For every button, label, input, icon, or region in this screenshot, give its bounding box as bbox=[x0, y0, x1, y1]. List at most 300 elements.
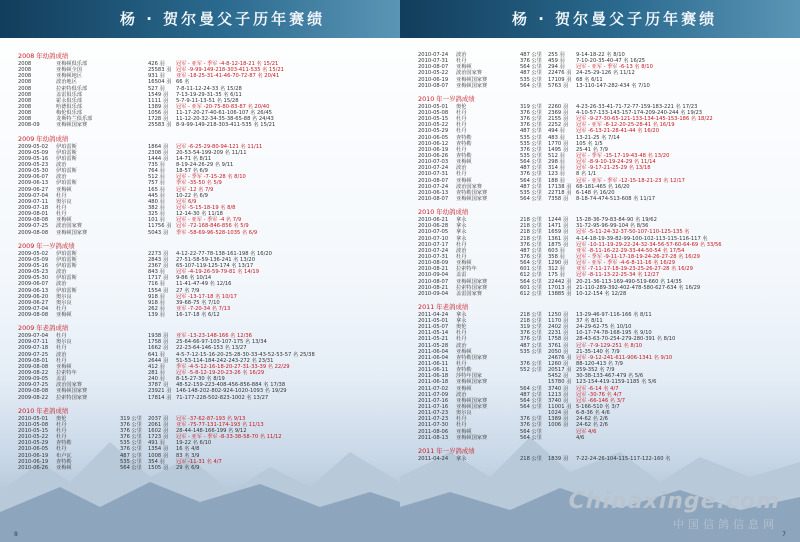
placings: 105 名 1/5 bbox=[576, 140, 603, 147]
bird-count: 2252 羽 bbox=[548, 122, 569, 129]
race-location: 拉索特国家赛 bbox=[56, 394, 88, 401]
placings: 冠军 -8-11-13-22-25-34 名 12/27 bbox=[576, 272, 659, 279]
race-distance: 564 公里 bbox=[520, 428, 542, 435]
placings: 24-25-29-126 名 11/12 bbox=[576, 70, 635, 77]
race-location: 查特勒 bbox=[456, 134, 472, 141]
placings: 24-62 名 2/6 bbox=[576, 422, 608, 429]
race-location: 亚梅顿国家赛 bbox=[456, 278, 488, 285]
placings: 71-177-228-502-823-1002 名 13/27 bbox=[176, 394, 269, 401]
bird-count: 1244 羽 bbox=[548, 217, 569, 224]
race-location: 查特勒 bbox=[56, 440, 72, 447]
placings: 亚军 -7-11-17-18-19-23-25-26-27-28 名 16/29 bbox=[576, 266, 693, 273]
placings: 25-64-66-97-103-107-175 名 13/34 bbox=[176, 339, 267, 346]
bird-count: 1758 羽 bbox=[548, 336, 569, 343]
bird-count: 491 羽 bbox=[148, 440, 165, 447]
race-date: 2008 bbox=[18, 103, 32, 110]
bird-count: 480 羽 bbox=[148, 198, 165, 205]
race-distance: 612 公里 bbox=[520, 272, 542, 279]
race-location: 奥伦 bbox=[456, 324, 467, 331]
race-location: 杜丹 bbox=[456, 109, 467, 116]
race-date: 2009-05-16 bbox=[18, 262, 49, 269]
bird-count: 7358 羽 bbox=[548, 195, 569, 202]
bird-count: 1361 羽 bbox=[548, 235, 569, 242]
race-distance: 487 公里 bbox=[520, 165, 542, 172]
race-location: 龙斯特兰俱乐部 bbox=[56, 116, 93, 123]
race-date: 2010-05-01 bbox=[418, 103, 449, 110]
bird-count: 931 羽 bbox=[148, 73, 165, 80]
bird-count: 22476 羽 bbox=[548, 70, 572, 77]
race-date: 2011-06-04 bbox=[418, 354, 449, 361]
placings: 30-38-133-467-479 名 5/6 bbox=[576, 373, 644, 380]
placings: 68-181-465 名 16/20 bbox=[576, 183, 630, 190]
race-date: 2011-04-24 bbox=[418, 311, 449, 318]
bird-count: 1213 羽 bbox=[548, 391, 569, 398]
race-location: 亚梅顿全国 bbox=[56, 67, 82, 74]
placings: 冠军 6/9 bbox=[176, 198, 197, 205]
race-location: 奥尔良 bbox=[56, 299, 72, 306]
race-location: 杜丹 bbox=[56, 345, 67, 352]
race-location: 亚梅顿国家赛 bbox=[456, 404, 488, 411]
race-location: 波治 bbox=[456, 342, 467, 349]
race-location: 亚梅顿国家赛 bbox=[456, 397, 488, 404]
placings: 冠军 -12 名 7/9 bbox=[176, 186, 214, 193]
race-date: 2010-06-05 bbox=[18, 446, 49, 453]
race-location: 拿永 bbox=[456, 455, 467, 462]
race-location: 波治 bbox=[456, 391, 467, 398]
race-location: 杜丹 bbox=[56, 204, 67, 211]
placings: 29 名 6/9 bbox=[176, 464, 200, 471]
race-date: 2011-06-11 bbox=[418, 361, 449, 368]
placings: 冠军 - 亚军 - 季军 -4-8-12-18-21 名 15/21 bbox=[176, 61, 279, 67]
race-distance: 487 公里 bbox=[520, 128, 542, 135]
placings: 冠军 4/6 bbox=[576, 428, 597, 435]
placings: 11-17-20-27-40-61-106-107 名 26/45 bbox=[176, 110, 272, 117]
race-distance: 552 公里 bbox=[520, 367, 542, 374]
placings: 65-107-119-125-174 名 13/17 bbox=[176, 262, 254, 269]
race-distance: 487 公里 bbox=[520, 391, 542, 398]
result-row bbox=[418, 196, 782, 202]
section-title: 2009 年老鸽成绩 bbox=[18, 324, 69, 333]
race-location: 亚梅顿 bbox=[56, 363, 72, 370]
placings: 季军 -58-69-96-528-1035 名 6/9 bbox=[176, 229, 258, 236]
race-location: 伊珀雷斯 bbox=[56, 180, 77, 187]
placings: 83 名 3/9 bbox=[176, 452, 200, 459]
left-results bbox=[18, 52, 382, 471]
bird-count: 22442 羽 bbox=[548, 278, 572, 285]
placings: 7-10-20-35-40-47 名 16/25 bbox=[576, 58, 646, 65]
race-location: 杜丹 bbox=[456, 116, 467, 123]
bird-count: 1024 羽 bbox=[548, 410, 569, 417]
race-distance: 564 公里 bbox=[520, 278, 542, 285]
placings: 冠军 - 季军 -15-17-19-43-48 名 13/20 bbox=[576, 152, 670, 159]
race-distance: 564 公里 bbox=[520, 177, 542, 184]
placings: 16-17-18 名 6/12 bbox=[176, 312, 220, 319]
race-date: 2009-05-30 bbox=[18, 275, 49, 282]
bird-count: 281 羽 bbox=[148, 370, 165, 377]
race-location: 杜丹 bbox=[56, 357, 67, 364]
bird-count: 918 羽 bbox=[148, 299, 165, 306]
placings: 123-154-419-1159-1185 名 5/6 bbox=[576, 379, 657, 386]
race-date: 2010-05-29 bbox=[418, 128, 449, 135]
placings: 12-14-30 名 11/18 bbox=[176, 211, 223, 218]
race-location: 亚梅顿地区 bbox=[56, 73, 82, 80]
bird-count: 1659 羽 bbox=[548, 229, 569, 236]
placings: 季军 -4-5-12-16-18-20-27-31-33-39 名 22/29 bbox=[176, 363, 290, 370]
race-location: 杜丹 bbox=[456, 128, 467, 135]
bird-count: 2369 羽 bbox=[548, 109, 569, 116]
bird-count: 262 羽 bbox=[148, 305, 165, 312]
bird-count: 1938 羽 bbox=[148, 333, 169, 340]
race-location: 拿永 bbox=[456, 223, 467, 230]
race-distance: 487 公里 bbox=[520, 183, 542, 190]
placings: 4-23-26-33-41-71-72-77-159-183-221 名 17/23 bbox=[576, 103, 698, 110]
placings: 冠军 -9-99-149-218-303-411-535 名 15/21 bbox=[176, 67, 284, 74]
placings: 冠军 -11-31 名 4/7 bbox=[176, 458, 222, 465]
race-date: 2009-06-13 bbox=[18, 287, 49, 294]
placings: 冠军 -6-13-21-28-41-44 名 16/20 bbox=[576, 128, 659, 135]
race-date: 2010-08-07 bbox=[418, 278, 449, 285]
race-distance: 376 公里 bbox=[520, 146, 542, 153]
race-distance: 319 公里 bbox=[520, 324, 542, 331]
race-location: 奥尔良 bbox=[56, 293, 72, 300]
bird-count: 22718 羽 bbox=[548, 189, 572, 196]
race-location: 亚梅顿 bbox=[56, 464, 72, 471]
bird-count: 382 羽 bbox=[148, 204, 165, 211]
bird-count: 17138 羽 bbox=[548, 183, 572, 190]
bird-count: 1662 羽 bbox=[148, 345, 169, 352]
placings: 20-21-36-113-169-490-519-660 名 14/35 bbox=[576, 278, 682, 285]
race-date: 2009-06-13 bbox=[18, 180, 49, 187]
race-date: 2009-06-07 bbox=[18, 174, 49, 181]
race-distance: 564 公里 bbox=[520, 260, 542, 267]
race-location: 亚梅顿 bbox=[56, 217, 72, 224]
placings: 146-148-202-802-924-1020-1093 名 19/29 bbox=[176, 388, 287, 395]
race-date: 2009-08-08 bbox=[18, 388, 49, 395]
section-title: 2009 年一岁鸽成绩 bbox=[18, 241, 75, 250]
race-date: 2010-09-04 bbox=[418, 272, 449, 279]
race-location: 拉索特年 bbox=[56, 370, 77, 377]
placings: 7-22-24-26-104-115-117-122-160 名 bbox=[576, 455, 671, 462]
race-location: 杜丹 bbox=[456, 171, 467, 178]
race-location: 波治 bbox=[56, 174, 67, 181]
placings: 24-62 名 2/6 bbox=[576, 416, 608, 423]
race-date: 2010-08-07 bbox=[418, 82, 449, 89]
placings: 4-5-7-12-15-16-20-25-28-30-33-43-52-53-57 名 25/38 bbox=[176, 351, 315, 358]
race-distance: 535 公里 bbox=[120, 440, 142, 447]
bird-count: 1250 羽 bbox=[548, 311, 569, 318]
race-date: 2011-07-09 bbox=[418, 391, 449, 398]
race-location: 亚梅顿 bbox=[456, 348, 472, 355]
race-distance: 376 公里 bbox=[120, 421, 142, 428]
race-date: 2008 bbox=[18, 73, 32, 80]
race-distance: 376 公里 bbox=[520, 116, 542, 123]
race-date: 2009-07-11 bbox=[18, 198, 49, 205]
race-location: 奥伦 bbox=[56, 415, 67, 422]
race-location: 查特勒 bbox=[56, 458, 72, 465]
race-date: 2009-08-22 bbox=[18, 370, 49, 377]
race-distance: 487 公里 bbox=[520, 52, 542, 58]
race-date: 2009-05-30 bbox=[18, 168, 49, 175]
race-distance: 376 公里 bbox=[120, 434, 142, 441]
race-date: 2010-07-10 bbox=[418, 235, 449, 242]
race-location: 查特勒国家赛 bbox=[456, 189, 488, 196]
bird-count: 1389 羽 bbox=[548, 416, 569, 423]
placings: 冠军 -37-62-87-193 名 9/13 bbox=[176, 415, 246, 422]
race-date: 2010-07-31 bbox=[418, 253, 449, 260]
section-title: 2008 年幼鸽成绩 bbox=[18, 52, 69, 60]
race-date: 2010-07-05 bbox=[418, 229, 449, 236]
race-distance: 376 公里 bbox=[120, 428, 142, 435]
bird-count: 1111 羽 bbox=[148, 97, 169, 104]
race-location: 杜丹 bbox=[56, 434, 67, 441]
bird-count: 11001 羽 bbox=[548, 404, 572, 411]
race-date: 2008 bbox=[18, 67, 32, 74]
race-distance: 218 公里 bbox=[520, 217, 542, 224]
bird-count: 1723 羽 bbox=[148, 434, 169, 441]
race-date: 2010-06-19 bbox=[418, 76, 449, 83]
race-distance: 564 公里 bbox=[520, 404, 542, 411]
bird-count: 1056 羽 bbox=[148, 110, 169, 117]
race-location: 杜丹 bbox=[56, 446, 67, 453]
race-date: 2011-07-23 bbox=[418, 416, 449, 423]
placings: 冠军 -10-11-19-29-22-24-32-34-56-57-60-64-69 名 33/56 bbox=[576, 241, 722, 248]
page-banner bbox=[0, 0, 400, 38]
placings: 冠军 - 亚军 -8-12-20-25-28-41 名 16/19 bbox=[576, 122, 675, 129]
race-date: 2009-05-02 bbox=[18, 250, 49, 257]
race-location: 波治 bbox=[456, 52, 467, 58]
bird-count: 1008 羽 bbox=[148, 452, 169, 459]
race-location: 波治 bbox=[56, 161, 67, 168]
race-distance: 319 公里 bbox=[520, 103, 542, 110]
placings: 亚军 -8-11-16-22-29-33-44-50-54 名 17/54 bbox=[576, 247, 685, 254]
bird-count: 2367 羽 bbox=[148, 262, 169, 269]
race-location: 盖雷国家赛 bbox=[456, 290, 482, 297]
placings: 68 名 6/11 bbox=[576, 76, 603, 83]
race-date: 2010-05-01 bbox=[18, 415, 49, 422]
race-distance: 564 公里 bbox=[520, 397, 542, 404]
result-row bbox=[18, 395, 382, 401]
placings: 冠军 - 亚军 - 季军 -6-13 名 8/10 bbox=[576, 64, 653, 71]
race-distance: 218 公里 bbox=[520, 229, 542, 236]
page-banner bbox=[400, 0, 800, 38]
race-location: 亚梅顿 bbox=[456, 385, 472, 392]
race-date: 2011-07-16 bbox=[418, 404, 449, 411]
race-date: 2011-08-13 bbox=[418, 434, 449, 441]
race-date: 2011-04-24 bbox=[418, 455, 449, 462]
race-date: 2009-08-01 bbox=[18, 211, 49, 218]
race-date: 2009-07-11 bbox=[18, 339, 49, 346]
race-location: 奥尔良 bbox=[456, 410, 472, 417]
race-date: 2011-05-01 bbox=[418, 318, 449, 325]
race-date: 2011-05-21 bbox=[418, 336, 449, 343]
race-date: 2010-07-31 bbox=[418, 58, 449, 65]
bird-count: 603 羽 bbox=[548, 247, 565, 254]
race-location: 亚梅顿俱乐部 bbox=[56, 61, 88, 67]
bird-count: 3740 羽 bbox=[548, 385, 569, 392]
race-distance: 376 公里 bbox=[520, 361, 542, 368]
race-distance: 376 公里 bbox=[520, 109, 542, 116]
placings: 亚军 -18-25-31-41-46-70-72-87 名 20/41 bbox=[176, 73, 280, 80]
bird-count: 11756 羽 bbox=[148, 223, 172, 230]
placings: 28-43-63-70-254-279-280-391 名 8/10 bbox=[576, 336, 676, 343]
race-distance: 376 公里 bbox=[520, 336, 542, 343]
result-row bbox=[18, 312, 382, 318]
race-date: 2010-05-15 bbox=[418, 116, 449, 123]
race-location: 拿永 bbox=[456, 235, 467, 242]
bird-count: 1864 羽 bbox=[148, 143, 169, 150]
race-location: 伊珀雷斯 bbox=[56, 262, 77, 269]
placings: 13-29-46-97-116-166 名 8/11 bbox=[576, 311, 652, 318]
bird-count: 312 羽 bbox=[548, 266, 565, 273]
race-date: 2009-08-08 bbox=[18, 363, 49, 370]
race-date: 2008 bbox=[18, 116, 32, 123]
race-date: 2011-06-11 bbox=[418, 367, 449, 374]
race-location: 亚梅顿国家赛 bbox=[56, 122, 88, 129]
placings: 16 名 4/8 bbox=[176, 446, 200, 453]
placings: 11-41-47-49 名 12/16 bbox=[176, 281, 232, 288]
race-distance: 218 公里 bbox=[520, 235, 542, 242]
race-location: 盖雷俱乐部 bbox=[56, 91, 82, 98]
race-location: 伊珀雷斯 bbox=[56, 143, 77, 150]
race-date: 2011-07-02 bbox=[418, 385, 449, 392]
placings: 冠军 - 亚军 - 季军 -4 名 7/9 bbox=[176, 217, 242, 224]
race-date: 2010-05-29 bbox=[18, 440, 49, 447]
race-location: 杜丹 bbox=[56, 192, 67, 199]
watermark-cn: 中国信鸽信息网 bbox=[673, 518, 778, 531]
race-date: 2009-08-08 bbox=[18, 312, 49, 319]
bird-count: 3761 羽 bbox=[548, 342, 569, 349]
placings: 7-8-11-12-24-33 名 15/28 bbox=[176, 85, 242, 92]
placings: 8-18-74-474-513-608 名 11/17 bbox=[576, 195, 656, 202]
race-distance: 218 公里 bbox=[520, 311, 542, 318]
race-location: 亚梅顿国家赛 bbox=[56, 229, 88, 236]
race-location: 拉索特俱乐部 bbox=[56, 85, 88, 92]
race-date: 2010-07-03 bbox=[418, 159, 449, 166]
bird-count: 240 羽 bbox=[148, 376, 165, 383]
race-distance: 535 公里 bbox=[520, 140, 542, 147]
race-location: 盖雷 bbox=[456, 272, 467, 279]
race-date: 2010-06-19 bbox=[418, 146, 449, 153]
race-location: 波治 bbox=[56, 351, 67, 358]
bird-count: 1006 羽 bbox=[548, 422, 569, 429]
race-date: 2009-07-25 bbox=[18, 351, 49, 358]
race-date: 2009-06-20 bbox=[18, 293, 49, 300]
bird-count: 3787 羽 bbox=[148, 382, 169, 389]
bird-count: 1354 羽 bbox=[148, 446, 169, 453]
race-location: 波治国家赛 bbox=[456, 183, 482, 190]
placings: 10-22 名 6/9 bbox=[176, 192, 208, 199]
race-distance: 564 公里 bbox=[520, 434, 542, 441]
race-location: 哈德俱乐部 bbox=[56, 103, 82, 110]
bird-count: 1170 羽 bbox=[548, 318, 569, 325]
bird-count: 2260 羽 bbox=[548, 103, 569, 110]
race-location: 亚梅顿国家赛 bbox=[56, 388, 88, 395]
race-date: 2011-06-18 bbox=[418, 373, 449, 380]
race-location: 杜丹 bbox=[456, 58, 467, 65]
placings: 冠军 -5-15-18-19 名 8/8 bbox=[176, 204, 236, 211]
bird-count: 1770 羽 bbox=[548, 140, 569, 147]
placings: 20-53-54-199-209 名 11/11 bbox=[176, 149, 247, 156]
race-location: 杜丹 bbox=[456, 241, 467, 248]
placings: 259-352 名 7/9 bbox=[576, 367, 615, 374]
race-date: 2010-06-21 bbox=[418, 217, 449, 224]
placings: 冠军 -13-17-18 名 10/17 bbox=[176, 293, 237, 300]
bird-count: 23921 羽 bbox=[148, 388, 172, 395]
race-date: 2009-07-25 bbox=[18, 382, 49, 389]
race-location: 亚梅顿国家赛 bbox=[456, 434, 488, 441]
placings: 10-12-154 名 12/28 bbox=[576, 290, 627, 297]
placings: 27 名 7/9 bbox=[176, 287, 200, 294]
race-date: 2009-05-09 bbox=[18, 256, 49, 263]
result-row bbox=[18, 465, 382, 471]
race-location: 波治 bbox=[456, 165, 467, 172]
race-distance: 376 公里 bbox=[520, 416, 542, 423]
placings: 冠军 -9-17-21-25-29 名 13/18 bbox=[576, 165, 651, 172]
race-date: 2010-07-24 bbox=[418, 165, 449, 172]
bird-count: 2061 羽 bbox=[148, 421, 169, 428]
race-location: 杜丹 bbox=[456, 416, 467, 423]
bird-count: 294 羽 bbox=[548, 64, 565, 71]
bird-count: 1444 羽 bbox=[148, 155, 169, 162]
race-date: 2009-05-23 bbox=[18, 161, 49, 168]
placings: 18-57 名 6/9 bbox=[176, 168, 208, 175]
race-location: 杜丹 bbox=[456, 253, 467, 260]
bird-count: 735 羽 bbox=[148, 161, 165, 168]
bird-count: 2050 羽 bbox=[548, 348, 569, 355]
race-distance: 376 公里 bbox=[520, 171, 542, 178]
bird-count: 1758 羽 bbox=[148, 339, 169, 346]
race-distance: 564 公里 bbox=[120, 464, 142, 471]
placings: 亚军 -7-20-34 名 7/13 bbox=[176, 305, 231, 312]
race-distance: 376 公里 bbox=[520, 253, 542, 260]
bird-count: 15780 羽 bbox=[548, 379, 572, 386]
race-date: 2011-07-16 bbox=[418, 397, 449, 404]
bird-count: 1602 羽 bbox=[148, 428, 169, 435]
placings: 6-148 名 16/20 bbox=[576, 189, 615, 196]
bird-count: 325 羽 bbox=[148, 211, 165, 218]
bird-count: 298 羽 bbox=[548, 159, 565, 166]
placings: 冠军 -7-9-129-251 名 8/10 bbox=[576, 342, 643, 349]
race-date: 2010-07-24 bbox=[418, 247, 449, 254]
race-date: 2010-05-22 bbox=[18, 434, 49, 441]
bird-count: 2308 羽 bbox=[148, 149, 169, 156]
page-number: 8 bbox=[14, 531, 18, 538]
bird-count: 1471 羽 bbox=[548, 223, 569, 230]
race-distance: 564 公里 bbox=[520, 64, 542, 71]
race-date: 2009-06-27 bbox=[18, 186, 49, 193]
placings: 冠军 - 季军 -9-11-17-18-19-24-26-27-28 名 16/29 bbox=[576, 253, 700, 260]
race-distance: 612 公里 bbox=[520, 290, 542, 297]
race-date: 2010-08-09 bbox=[418, 260, 449, 267]
bird-count: 1717 羽 bbox=[148, 275, 169, 282]
race-location: 盖雷 bbox=[56, 376, 67, 383]
race-location: 伊珀雷斯 bbox=[56, 287, 77, 294]
placings: 21-110-289-392-402-478-580-627-634 名 16/29 bbox=[576, 284, 701, 291]
race-distance: 487 公里 bbox=[120, 452, 142, 459]
bird-count: 1554 羽 bbox=[148, 287, 169, 294]
race-date: 2008 bbox=[18, 110, 32, 117]
bird-count: 641 羽 bbox=[148, 351, 165, 358]
placings: 4-12-22-77-78-138-161-198 名 16/20 bbox=[176, 250, 272, 257]
race-location: 杜丹 bbox=[56, 421, 67, 428]
bird-count: 1839 羽 bbox=[548, 455, 569, 462]
placings: 冠军 -5-8-12-19-20-23-26 名 16/29 bbox=[176, 370, 265, 377]
section-title: 2011 年老鸽成绩 bbox=[418, 302, 469, 311]
placings: 28-44-148-166-199 名 9/12 bbox=[176, 428, 247, 435]
bird-count: 16504 羽 bbox=[148, 79, 172, 86]
placings: 8-15-27-30 名 8/19 bbox=[176, 376, 225, 383]
race-location: 布卢瓦 bbox=[56, 452, 72, 459]
